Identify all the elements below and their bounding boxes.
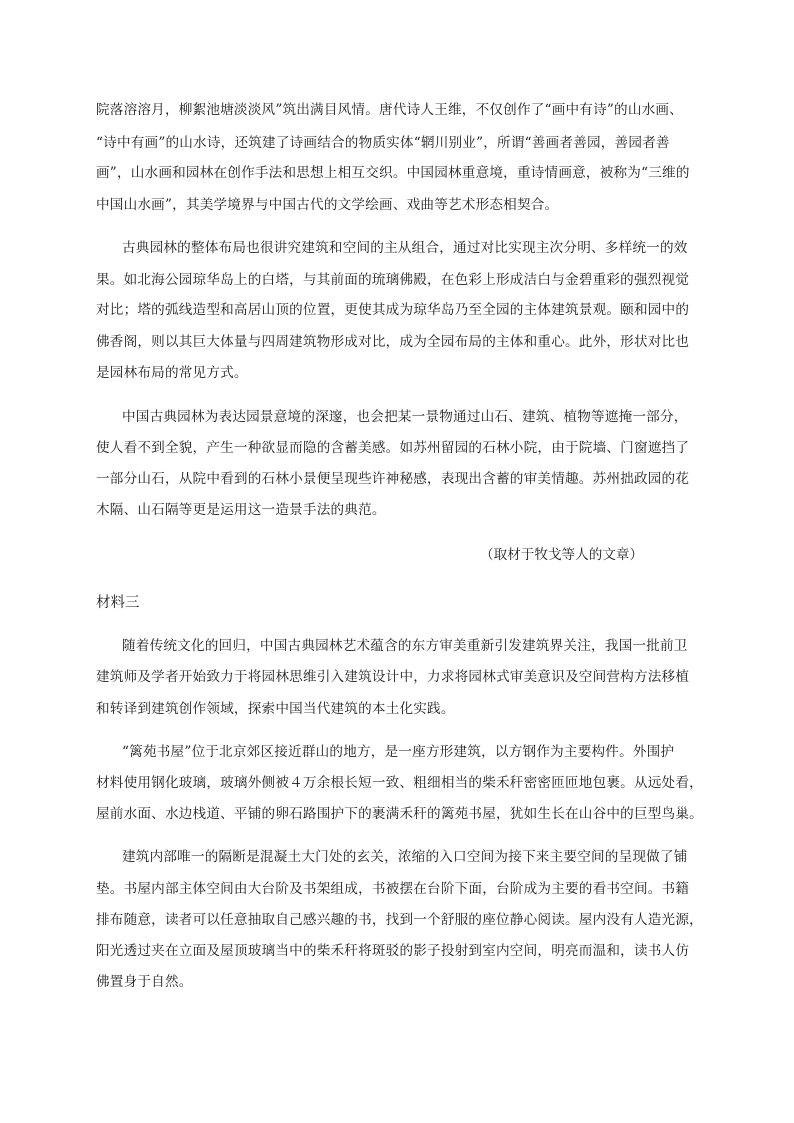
paragraph-6-line-2: 垫。书屋内部主体空间由大台阶及书架组成，书被摆在台阶下面，台阶成为主要的看书空间。书籍	[96, 881, 690, 897]
paragraph-2-line-4: 佛香阁，则以其巨大体量与四周建筑物形成对比，成为全园布局的主体和重心。此外，形状对比也	[96, 334, 690, 350]
paragraph-6-line-3: 排布随意，读者可以任意抽取自己感兴趣的书，找到一个舒服的座位静心阅读。屋内没有人造光源，	[96, 912, 703, 928]
paragraph-3-line-1: 中国古典园林为表达园景意境的深邃，也会把某一景物通过山石、建筑、植物等遮掩一部分，	[122, 409, 688, 425]
paragraph-2-line-2: 果。如北海公园琼华岛上的白塔，与其前面的琉璃佛殿，在色彩上形成洁白与金碧重彩的强烈视觉	[96, 272, 690, 288]
paragraph-5-line-3: 屋前水面、水边栈道、平铺的卵石路围护下的裹满禾秆的篱苑书屋，犹如生长在山谷中的巨型鸟巢。	[96, 806, 703, 822]
paragraph-1-line-1: 院落溶溶月，柳絮池塘淡淡风”筑出满目风情。唐代诗人王维，不仅创作了“画中有诗”的山水画、	[96, 102, 683, 118]
paragraph-6-line-4: 阳光透过夹在立面及屋顶玻璃当中的柴禾秆将斑驳的影子投射到室内空间，明亮而温和，读书人仿	[96, 943, 690, 959]
paragraph-6-line-5: 佛置身于自然。	[96, 974, 193, 990]
paragraph-4-line-3: 和转译到建筑创作领域，探索中国当代建筑的本土化实践。	[96, 701, 455, 717]
section-heading: 材料三	[96, 595, 140, 611]
paragraph-1-line-4: 中国山水画”，其美学境界与中国古代的文学绘画、戏曲等艺术形态相契合。	[96, 197, 559, 213]
paragraph-3-line-3: 一部分山石，从院中看到的石林小景便呈现些许神秘感，表现出含蓄的审美情趣。苏州拙政园的花	[96, 471, 690, 487]
paragraph-6-line-1: 建筑内部唯一的隔断是混凝土大门处的玄关，浓缩的入口空间为接下来主要空间的呈现做了铺	[122, 849, 688, 865]
paragraph-5-line-2: 材料使用钢化玻璃，玻璃外侧被４万余根长短一致、粗细相当的柴禾秆密密匝匝地包裹。从远处看，	[96, 775, 703, 791]
paragraph-2-line-1: 古典园林的整体布局也很讲究建筑和空间的主从组合，通过对比实现主次分明、多样统一的效	[122, 240, 688, 256]
paragraph-3-line-2: 使人看不到全貌，产生一种欲显而隐的含蓄美感。如苏州留园的石林小院，由于院墙、门窗遮挡了	[96, 440, 690, 456]
paragraph-4-line-2: 建筑师及学者开始致力于将园林思维引入建筑设计中，力求将园林式审美意识及空间营构方法移植	[96, 669, 690, 685]
paragraph-5-line-1: “篱苑书屋”位于北京郊区接近群山的地方，是一座方形建筑，以方钢作为主要构件。外围护	[122, 744, 675, 760]
paragraph-2-line-5: 是园林布局的常见方式。	[96, 365, 248, 381]
source-note: （取材于牧戈等人的文章）	[480, 547, 644, 563]
paragraph-3-line-4: 木隔、山石隔等更是运用这一造景手法的典范。	[96, 502, 386, 518]
paragraph-2-line-3: 对比；塔的弧线造型和高居山顶的位置，更使其成为琼华岛乃至全园的主体建筑景观。颐和园中的	[96, 302, 690, 318]
paragraph-4-line-1: 随着传统文化的回归，中国古典园林艺术蕴含的东方审美重新引发建筑界关注，我国一批前卫	[122, 638, 688, 654]
paragraph-1-line-3: 画”，山水画和园林在创作手法和思想上相互交织。中国园林重意境，重诗情画意，被称为“三维的	[96, 165, 690, 181]
paragraph-1-line-2: “诗中有画”的山水诗，还筑建了诗画结合的物质实体“辋川别业”，所谓“善画者善园，善园者善	[96, 135, 670, 151]
